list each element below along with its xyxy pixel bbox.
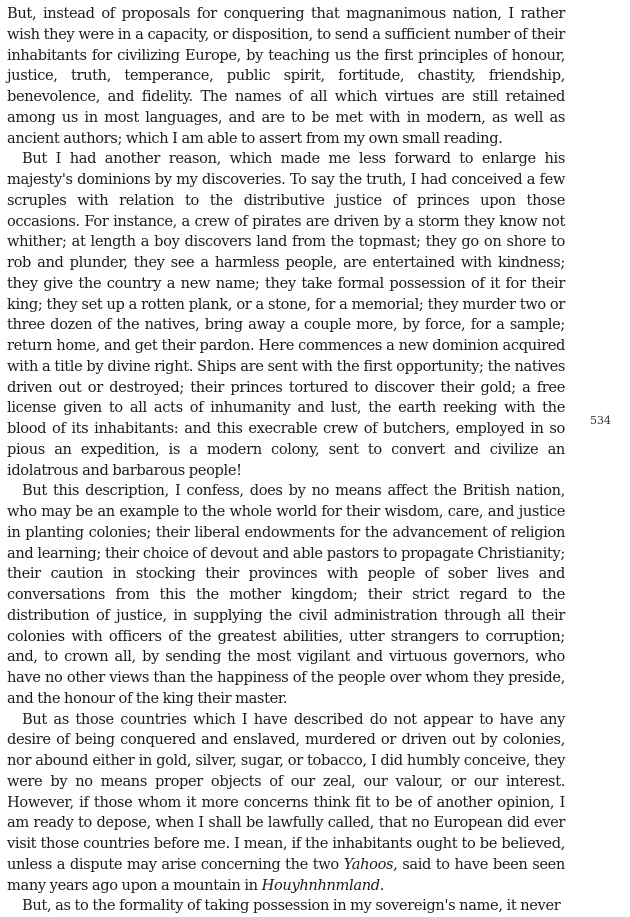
paragraph-1: But, instead of proposals for conquering that magnanimous nation, I rather wish they were in a capacity, or disposition, to send a sufficient number of their inhabitants for civilizing Europe, by teaching us the first principles of honour, justice, truth, temperance, public spirit, fortitude, chastity, friendship, benevolence, and fidelity. The names of all which virtues are still retained among us in most languages, and are to be met with in modern, as well as ancient authors; which I am able to assert from my own small reading.	[7, 5, 565, 147]
paragraph-2: But I had another reason, which made me less forward to enlarge his majesty's dominions by my discoveries. To say the truth, I had conceived a few scruples with relation to the distributive justice of princes upon those occasions. For instance, a crew of pirates are driven by a storm they know not whither; at length a boy discovers land from the topmast; they go on shore to rob and plunder, they see a harmless people, are entertained with kindness; they give the country a new name; they take formal possession of it for their king; they set up a rotten plank, or a stone, for a memorial; they murder two or three dozen of the natives, bring away a couple more, by force, for a sample; return home, and get their pardon. Here commences a new dominion acquired with a title by divine right. Ships are sent with the first opportunity; the natives driven out or destroyed; their princes tortured to discover their gold; a free license given to all acts of inhumanity and lust, the earth reeking with the blood of its inhabitants: and this execrable crew of butchers, employed in so pious an expedition, is a modern colony, sent to convert and civilize an idolatrous and barbarous people!	[7, 150, 565, 479]
document-page	[7, 4, 565, 917]
yahoos-term: Yahoos	[343, 855, 394, 873]
paragraph-3: But this description, I confess, does by no means affect the British nation, who may be an example to the whole world for their wisdom, care, and justice in planting colonies; their liberal endowments for the advancement of religion and learning; their choice of devout and able pastors to propagate Christianity; their caution in stocking their provinces with people of sober lives and conversations from this the mother kingdom; their strict regard to the distribution of justice, in supplying the civil administration through all their colonies with officers of the greatest abilities, utter strangers to corruption; and, to crown all, by sending the most vigilant and virtuous governors, who have no other views than the happiness of the people over whom they preside, and the honour of the king their master.	[7, 482, 565, 707]
paragraph-4	[7, 710, 565, 897]
paragraph-4-text-c: .	[379, 876, 385, 894]
paragraph-5: But, as to the formality of taking possession in my sovereign's name, it never	[22, 897, 561, 915]
houyhnhnmland-term: Houyhnhnmland	[261, 876, 380, 894]
paragraph-4-text-a: But as those countries which I have described do not appear to have any desire of being conquered and enslaved, murdered or driven out by colonies, nor abound either in gold, silver, sugar, or tobacco, I did humbly conceive, they were by no means proper objects of our zeal, our valour, or our interest. However, if those whom it more concerns think fit to be of another opinion, I am ready to depose, when I shall be lawfully called, that no European did ever visit those countries before me. I mean, if the inhabitants ought to be believed, unless a dispute may arise concerning the two	[7, 710, 565, 873]
paragraph-4-text-b: , said to have been seen many years ago upon a mountain in	[7, 855, 565, 894]
page-number: 534	[590, 414, 611, 427]
